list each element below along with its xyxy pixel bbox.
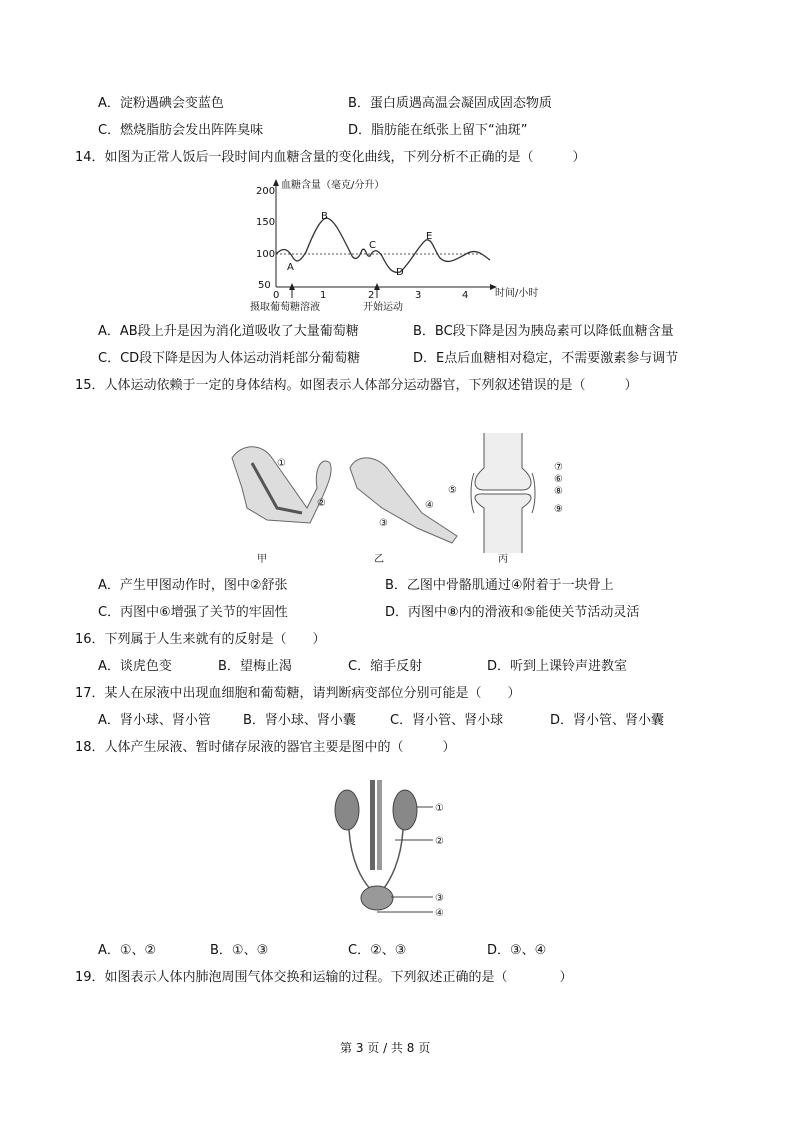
q14-option-c: C．CD段下降是因为人体运动消耗部分葡萄糖 <box>98 351 361 366</box>
caption: 丙 <box>498 554 508 565</box>
point-label: A <box>287 262 294 273</box>
page-footer: 第 3 页 / 共 8 页 <box>340 1041 431 1055</box>
arm-extended-diagram <box>350 458 457 543</box>
movement-organs-figure <box>222 428 572 568</box>
q13-option-c: C．燃烧脂肪会发出阵阵臭味 <box>98 123 264 138</box>
q17-option-d: D．肾小管、肾小囊 <box>550 713 665 728</box>
point-label: E <box>426 231 433 242</box>
y-tick: 50 <box>258 280 271 291</box>
mark: ⑨ <box>554 504 563 515</box>
q14-stem: 14．如图为正常人饭后一段时间内血糖含量的变化曲线，下列分析不正确的是（ ） <box>75 150 586 165</box>
mark: ① <box>435 803 444 814</box>
y-axis-label: 血糖含量（毫克/分升） <box>281 180 385 191</box>
q16-option-a: A．谈虎色变 <box>98 659 172 674</box>
mark: ② <box>435 836 444 847</box>
q17-option-a: A．肾小球、肾小管 <box>98 713 211 728</box>
q18-stem: 18．人体产生尿液、暂时储存尿液的器官主要是图中的（ ） <box>75 740 456 755</box>
q18-option-a: A．①、② <box>98 943 157 958</box>
caption: 甲 <box>257 554 267 565</box>
q15-option-a: A．产生甲图动作时，图中②舒张 <box>98 578 288 593</box>
point-label: D <box>396 267 404 278</box>
q16-stem: 16．下列属于人生来就有的反射是（ ） <box>75 632 326 647</box>
right-kidney <box>393 790 417 830</box>
x-tick: 1 <box>320 290 327 301</box>
mark: ② <box>317 498 326 509</box>
arm-flexed-diagram <box>232 447 331 523</box>
q18-option-b: B．①、③ <box>210 943 269 958</box>
x-tick: 0 <box>273 290 280 301</box>
mark: ① <box>277 458 286 469</box>
q18-option-d: D．③、④ <box>487 943 547 958</box>
q13-option-d: D．脂肪能在纸张上留下“油斑” <box>348 123 528 138</box>
knee-joint-diagram <box>448 433 563 553</box>
q16-option-c: C．缩手反射 <box>348 659 423 674</box>
mark: ④ <box>425 500 434 511</box>
q14-option-b: B．BC段下降是因为胰岛素可以降低血糖含量 <box>413 324 674 339</box>
q17-option-c: C．肾小管、肾小球 <box>390 713 504 728</box>
mark: ⑥ <box>554 474 563 485</box>
q18-option-c: C．②、③ <box>348 943 407 958</box>
point-label: B <box>321 211 328 222</box>
x-tick: 2 <box>368 290 375 301</box>
y-tick: 200 <box>256 186 276 197</box>
mark: ③ <box>435 893 444 904</box>
q14-option-d: D．E点后血糖相对稳定，不需要激素参与调节 <box>413 351 679 366</box>
q17-option-b: B．肾小球、肾小囊 <box>243 713 356 728</box>
bladder <box>361 886 393 910</box>
blood-sugar-curve <box>276 218 490 272</box>
q14-option-a: A．AB段上升是因为消化道吸收了大量葡萄糖 <box>98 324 359 339</box>
mark: ⑦ <box>554 462 563 473</box>
q13-option-a: A．淀粉遇碘会变蓝色 <box>98 96 224 111</box>
blood-sugar-chart <box>250 176 555 314</box>
q15-option-c: C．丙图中⑥增强了关节的牢固性 <box>98 605 288 620</box>
point-label: C <box>369 240 376 251</box>
mark: ③ <box>379 518 388 529</box>
caption: 乙 <box>374 554 384 565</box>
x-tick: 3 <box>415 290 422 301</box>
q13-option-b: B．蛋白质遇高温会凝固成固态物质 <box>348 96 552 111</box>
q17-stem: 17．某人在尿液中出现血细胞和葡萄糖，请判断病变部位分别可能是（ ） <box>75 686 521 701</box>
left-kidney <box>335 790 359 830</box>
q16-option-b: B．望梅止渴 <box>218 659 292 674</box>
mark: ⑤ <box>448 485 457 496</box>
q16-option-d: D．听到上课铃声进教室 <box>487 659 628 674</box>
q19-stem: 19．如图表示人体内肺泡周围气体交换和运输的过程。下列叙述正确的是（ ） <box>75 970 573 985</box>
x-axis-label: 时间/小时 <box>495 288 539 299</box>
x-tick: 4 <box>462 290 469 301</box>
y-tick: 150 <box>256 217 276 228</box>
annotation-glucose: 摄取葡萄糖溶液 <box>250 302 320 313</box>
q15-stem: 15．人体运动依赖于一定的身体结构。如图表示人体部分运动器官，下列叙述错误的是（ ） <box>75 378 638 393</box>
annotation-exercise: 开始运动 <box>363 302 403 313</box>
mark: ⑧ <box>554 486 563 497</box>
y-tick: 100 <box>256 249 276 260</box>
mark: ④ <box>435 908 444 919</box>
urinary-system-figure <box>325 780 465 920</box>
q15-option-d: D．丙图中⑧内的滑液和⑤能使关节活动灵活 <box>385 605 640 620</box>
q15-option-b: B．乙图中骨骼肌通过④附着于一块骨上 <box>385 578 614 593</box>
